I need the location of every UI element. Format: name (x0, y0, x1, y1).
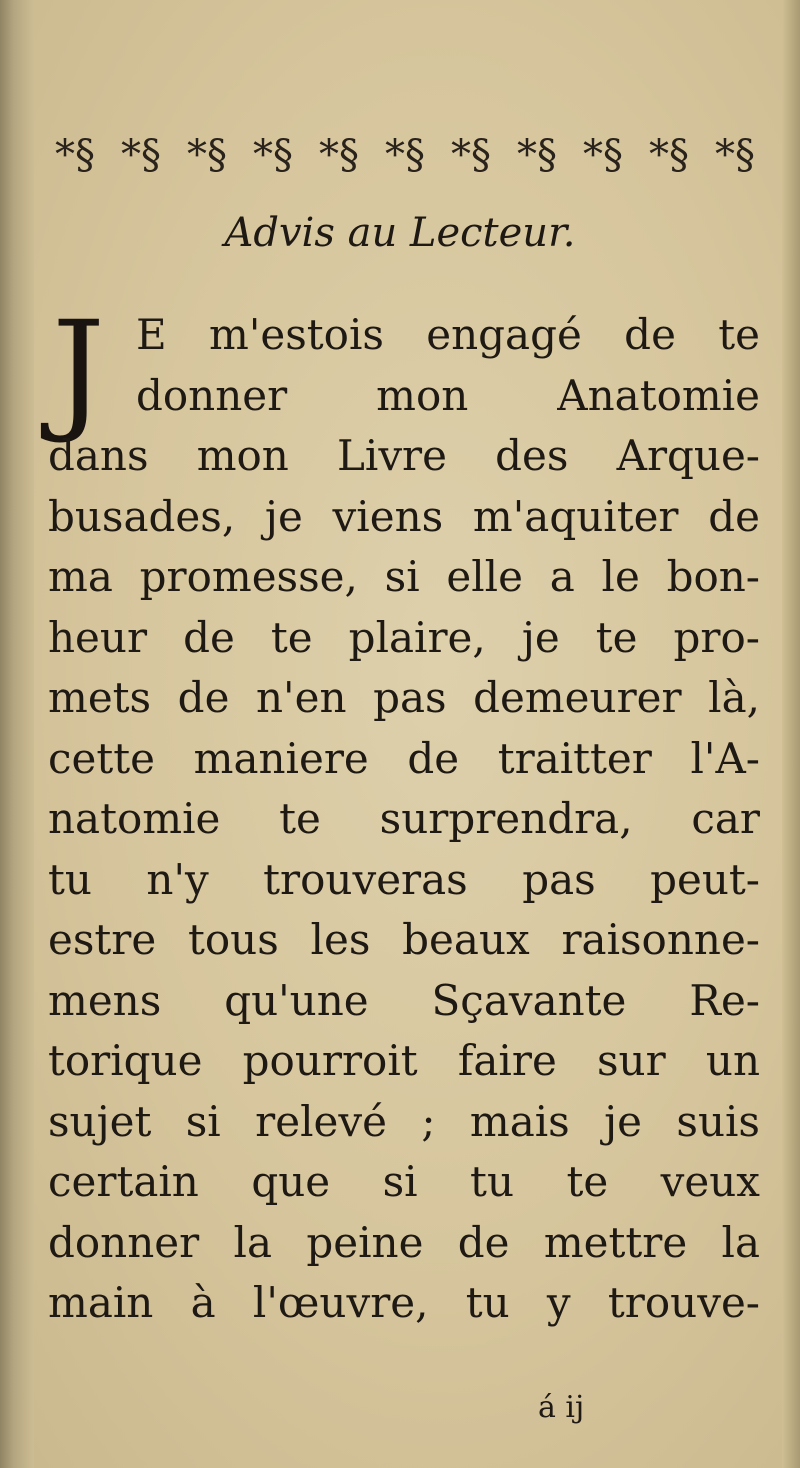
text-line: sujet si relevé ; mais je suis (48, 1096, 760, 1146)
text-line: heur de te plaire, je te pro- (48, 612, 760, 662)
text-line: donner mon Anatomie (136, 370, 760, 420)
text-line: ma promesse, si elle a le bon- (48, 552, 760, 601)
text-line: dans mon Livre des Arque- (48, 431, 760, 480)
text-line: certain que si tu te veux (48, 1157, 760, 1206)
text-line: torique pourroit faire sur un (48, 1036, 760, 1085)
text-line: donner la peine de mettre la (48, 1217, 760, 1267)
text-line: estre tous les beaux raisonne- (48, 915, 760, 964)
text-line: tu n'y trouveras pas peut- (48, 854, 760, 904)
ornament-glyph: *§ (319, 132, 359, 178)
ornament-glyph: *§ (715, 132, 755, 178)
text-line: mets de n'en pas demeurer là, (48, 673, 760, 722)
ornament-glyph: *§ (583, 132, 623, 178)
ornament-glyph: *§ (517, 132, 557, 178)
text-line: mens qu'une Sçavante Re- (48, 975, 760, 1025)
text-line: natomie te surprendra, car (48, 794, 760, 843)
decorative-ornament-band (55, 128, 755, 182)
signature-mark: á ij (538, 1390, 585, 1425)
text-line: main à l'œuvre, tu y trouve- (48, 1278, 760, 1327)
body-text (48, 305, 760, 1334)
ornament-glyph: *§ (55, 132, 95, 178)
ornament-glyph: *§ (187, 132, 227, 178)
ornament-glyph: *§ (121, 132, 161, 178)
text-line: cette maniere de traitter l'A- (48, 733, 760, 783)
ornament-glyph: *§ (385, 132, 425, 178)
drop-cap-letter: J (52, 293, 105, 447)
page-heading: Advis au Lecteur. (224, 210, 576, 256)
ornament-glyph: *§ (649, 132, 689, 178)
ornament-glyph: *§ (451, 132, 491, 178)
text-line: busades, je viens m'aquiter de (48, 491, 760, 541)
ornament-glyph: *§ (253, 132, 293, 178)
text-line: E m'estois engagé de te (136, 310, 760, 359)
